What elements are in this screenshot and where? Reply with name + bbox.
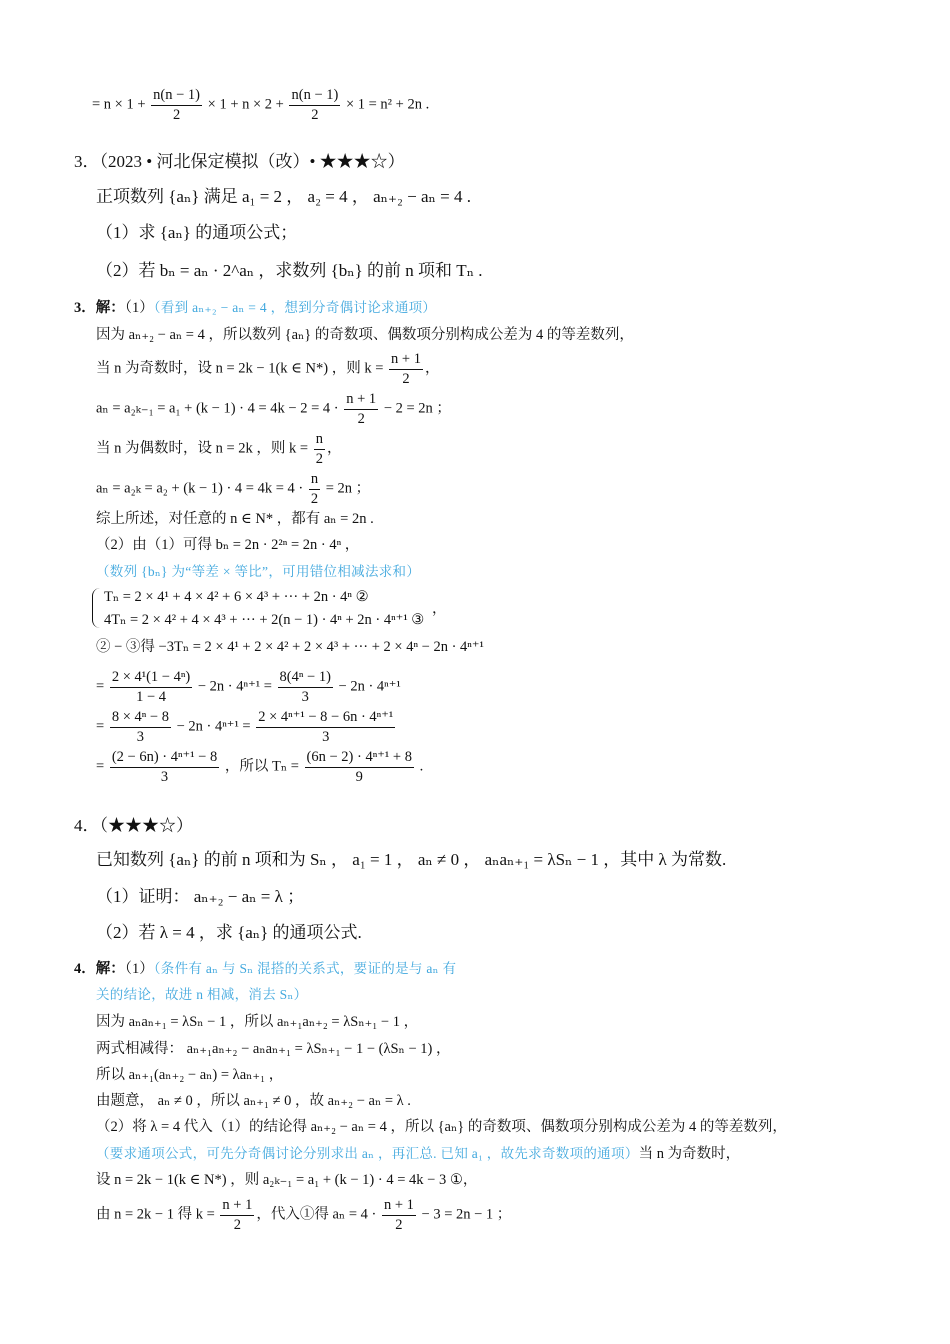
problem-4-stem: 已知数列 {aₙ} 的前 n 项和为 Sₙ ， a₁ = 1 ， aₙ ≠ 0 ， aₙaₙ₊₁ = λSₙ − 1 ，其中 λ 为常数.: [96, 850, 727, 869]
solution-label: 4．解：: [74, 961, 125, 977]
denominator: 3: [301, 688, 309, 705]
eq-text: ，: [424, 360, 440, 377]
eq-text: − 2n · 4ⁿ⁺¹ =: [172, 718, 255, 735]
problem-4-question-2: （2）若 λ = 4 ，求 {aₙ} 的通项公式.: [96, 923, 362, 942]
part-label: （1）: [124, 961, 154, 977]
fraction: [256, 710, 395, 744]
problem-3-question-2: （2）若 bₙ = aₙ · 2^aₙ ，求数列 {bₙ} 的前 n 项和 Tₙ .: [96, 261, 483, 280]
solution-3-line-8: （2）由（1）可得 bₙ = 2n · 2²ⁿ = 2n · 4ⁿ ，: [96, 537, 360, 553]
numerator: (2 − 6n) · 4ⁿ⁺¹ − 8: [110, 750, 219, 768]
p2-final-equation: [92, 88, 429, 122]
eq-text: =: [96, 758, 108, 775]
solution-3-line-10: ② − ③得 −3Tₙ = 2 × 4¹ + 2 × 4² + 2 × 4³ + ··· + 2 × 4ⁿ − 2n · 4ⁿ⁺¹: [96, 639, 484, 655]
numerator: 2 × 4¹(1 − 4ⁿ): [110, 670, 192, 688]
eq-text: × 1 = n² + 2n .: [342, 96, 430, 113]
fraction: [309, 472, 320, 506]
hint-note: （要求通项公式，可先分奇偶讨论分别求出 aₙ ，再汇总. 已知 a₁ ，故先求奇数项的通项）: [96, 1146, 639, 1161]
solution-4-line-8: [96, 1147, 740, 1162]
denominator: 2: [310, 490, 319, 507]
denominator: 9: [355, 768, 363, 785]
eq-text: 由 n = 2k − 1 得 k =: [96, 1206, 219, 1223]
eq-text: ，代入①得 aₙ = 4 ·: [256, 1206, 380, 1223]
fraction: [389, 352, 423, 386]
solution-3-line-6: [96, 472, 370, 506]
fraction: [278, 670, 333, 704]
eq-text: ，所以 Tₙ =: [221, 758, 303, 775]
numerator: (6n − 2) · 4ⁿ⁺¹ + 8: [305, 750, 414, 768]
fraction: [382, 1198, 416, 1232]
problem-3-question-1: （1）求 {aₙ} 的通项公式；: [96, 223, 298, 242]
numerator: 8 × 4ⁿ − 8: [110, 710, 171, 728]
eq-text: 当 n 为偶数时，设 n = 2k ，则 k =: [96, 440, 312, 457]
solution-4-line-7: （2）将 λ = 4 代入（1）的结论得 aₙ₊₂ − aₙ = 4 ，所以 {aₙ} 的奇数项、偶数项分别构成公差为 4 的等差数列，: [96, 1119, 787, 1135]
denominator: 2: [395, 1216, 403, 1233]
hint-note: （条件有 aₙ 与 Sₙ 混搭的关系式，要证的是与 aₙ 有: [153, 961, 457, 976]
numerator: n: [314, 432, 325, 450]
denominator: 2: [357, 410, 365, 427]
numerator: n + 1: [220, 1198, 254, 1216]
solution-4-hint-continued: 关的结论，故进 n 相减，消去 Sₙ）: [96, 987, 308, 1002]
eq-text: × 1 + n × 2 +: [204, 96, 288, 113]
eq-text: 当 n 为奇数时，设 n = 2k − 1(k ∈ N*) ，则 k =: [96, 360, 388, 377]
eq-text: = 2n ；: [322, 480, 371, 497]
system-equation-2: 4Tₙ = 2 × 4² + 4 × 4³ + ··· + 2(n − 1) · 4ⁿ + 2n · 4ⁿ⁺¹ ③: [104, 612, 425, 628]
eq-text: 当 n 为奇数时，: [638, 1146, 741, 1162]
numerator: n + 1: [389, 352, 423, 370]
denominator: 2: [172, 106, 181, 123]
denominator: 2: [315, 450, 323, 467]
eq-text: =: [96, 718, 108, 735]
fraction: [344, 392, 378, 426]
solution-4-line-6: 由题意， aₙ ≠ 0 ，所以 aₙ₊₁ ≠ 0 ，故 aₙ₊₂ − aₙ = λ .: [96, 1093, 411, 1109]
solution-3-line-12: [96, 710, 397, 744]
problem-4-header: 4．（★★★☆）: [74, 816, 193, 835]
solution-3-hint: （数列 {bₙ} 为“等差 × 等比”，可用错位相减法求和）: [96, 564, 421, 579]
numerator: n + 1: [382, 1198, 416, 1216]
denominator: 1 − 4: [136, 688, 166, 705]
denominator: 2: [311, 106, 319, 123]
solution-label: 3．解：: [74, 300, 125, 316]
numerator: n + 1: [344, 392, 378, 410]
fraction: [110, 670, 192, 704]
solution-3-line-5: [96, 432, 341, 466]
hint-note: （看到 aₙ₊₂ − aₙ = 4 ，想到分奇偶讨论求通项）: [153, 300, 437, 315]
denominator: 3: [136, 728, 145, 745]
system-equation-1: Tₙ = 2 × 4¹ + 4 × 4² + 6 × 4³ + ··· + 2n · 4ⁿ ②: [104, 589, 369, 605]
denominator: 2: [233, 1216, 242, 1233]
solution-3-line-7: 综上所述，对任意的 n ∈ N* ，都有 aₙ = 2n .: [96, 511, 374, 527]
numerator: n(n − 1): [151, 88, 202, 106]
denominator: 2: [402, 370, 410, 387]
solution-3-line-2: 因为 aₙ₊₂ − aₙ = 4 ，所以数列 {aₙ} 的奇数项、偶数项分别构成公差为 4 的等差数列，: [96, 327, 634, 343]
eq-text: − 2n · 4ⁿ⁺¹ =: [194, 678, 276, 695]
fraction: [314, 432, 325, 466]
numerator: n(n − 1): [289, 88, 340, 106]
eq-text: − 2 = 2n ；: [380, 400, 451, 417]
solution-4-line-4: 两式相减得： aₙ₊₁aₙ₊₂ − aₙaₙ₊₁ = λSₙ₊₁ − 1 − (λSₙ − 1) ，: [96, 1041, 451, 1057]
solution-4-line-5: 所以 aₙ₊₁(aₙ₊₂ − aₙ) = λaₙ₊₁ ，: [96, 1067, 284, 1083]
solution-3-line-4: [96, 392, 451, 426]
fraction: [305, 750, 414, 784]
part-label: （1）: [124, 300, 154, 316]
eq-text: aₙ = a₂ₖ = a₂ + (k − 1) · 4 = 4k = 4 ·: [96, 480, 307, 497]
problem-4-question-1: （1）证明： aₙ₊₂ − aₙ = λ ；: [96, 887, 305, 906]
problem-3-header: 3．（2023 • 河北保定模拟（改）• ★★★☆）: [74, 152, 405, 171]
fraction: [151, 88, 202, 122]
solution-3-line-13: [96, 750, 423, 784]
fraction: [220, 1198, 254, 1232]
numerator: 2 × 4ⁿ⁺¹ − 8 − 6n · 4ⁿ⁺¹: [256, 710, 395, 728]
eq-text: − 2n · 4ⁿ⁺¹: [334, 678, 401, 695]
denominator: 3: [160, 768, 169, 785]
eq-text: =: [96, 678, 108, 695]
numerator: n: [309, 472, 320, 490]
numerator: 8(4ⁿ − 1): [278, 670, 333, 688]
solution-3-line-11: [96, 670, 401, 704]
solution-3-line-1: [74, 301, 436, 316]
denominator: 3: [322, 728, 330, 745]
eq-text: = n × 1 +: [92, 96, 150, 113]
fraction: [289, 88, 340, 122]
fraction: [110, 750, 219, 784]
solution-4-line-10: [96, 1198, 511, 1232]
eq-text: ，: [326, 440, 342, 457]
system-comma: ，: [432, 601, 447, 617]
solution-3-line-3: [96, 352, 439, 386]
solution-4-line-9: 设 n = 2k − 1(k ∈ N*) ，则 a₂ₖ₋₁ = a₁ + (k − 1) · 4 = 4k − 3 ①，: [96, 1172, 478, 1188]
eq-text: aₙ = a₂ₖ₋₁ = a₁ + (k − 1) · 4 = 4k − 2 = 4 ·: [96, 400, 343, 417]
fraction: [110, 710, 171, 744]
eq-text: .: [415, 758, 424, 775]
solution-4-line-3: 因为 aₙaₙ₊₁ = λSₙ − 1 ，所以 aₙ₊₁aₙ₊₂ = λSₙ₊₁ − 1 ，: [96, 1014, 419, 1030]
eq-text: − 3 = 2n − 1 ；: [417, 1206, 512, 1223]
system-brace: [92, 588, 103, 628]
solution-4-line-1: [74, 962, 456, 977]
problem-3-stem: 正项数列 {aₙ} 满足 a₁ = 2 ， a₂ = 4 ， aₙ₊₂ − aₙ = 4 .: [96, 187, 471, 206]
